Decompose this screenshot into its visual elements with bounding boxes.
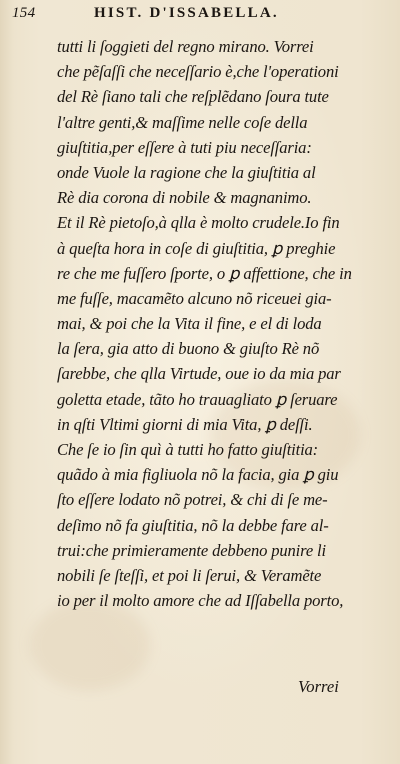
- page-header: [0, 0, 400, 30]
- page-number: 154: [12, 5, 36, 21]
- text-line: goletta etade, tãto ho trauagliato ꝑ ſeruare: [57, 389, 338, 409]
- text-line: ſarebbe, che qlla Virtude, oue io da mia par: [57, 364, 341, 384]
- text-line: quãdo à mia figliuola nõ la facia, gia ꝑ giu: [57, 465, 339, 485]
- text-line: onde Vuole la ragione che la giuſtitia al: [57, 162, 316, 182]
- text-line: ſto eſſere lodato nõ potrei, & chi di ſe me-: [57, 490, 328, 510]
- text-line: tutti li ſoggieti del regno mirano. Vorrei: [57, 37, 314, 56]
- text-line: Rè dia corona di nobile & magnanimo.: [57, 188, 312, 208]
- text-line: me fuſſe, macamẽto alcuno nõ riceuei gia-: [57, 288, 332, 308]
- text-line: trui:che primieramente debbeno punire li: [57, 540, 326, 560]
- running-head: HIST. D'ISSABELLA.: [94, 5, 279, 21]
- text-line: mai, & poi che la Vita il fine, e el di loda: [57, 314, 322, 334]
- text-line: che pẽſaſſi che neceſſario è,che l'operationi: [57, 62, 339, 82]
- text-line: la ſera, gia atto di buono & giuſto Rè nõ: [57, 339, 320, 359]
- text-line: giuſtitia,per eſſere à tuti piu neceſſaria:: [57, 137, 312, 157]
- text-line: à queſta hora in coſe di giuſtitia, ꝑ preghie: [57, 238, 336, 258]
- text-line: in qſti Vltimi giorni di mia Vita, ꝑ deſſi.: [57, 414, 313, 434]
- text-line: re che me fuſſero ſporte, o ꝑ affettione, che in: [57, 263, 352, 283]
- text-line: Che ſe io ſin quì à tutti ho fatto giuſtitia:: [57, 440, 319, 459]
- catchword: Vorrei: [298, 677, 339, 696]
- text-line: Et il Rè pietoſo,à qlla è molto crudele.Io fin: [57, 213, 340, 233]
- text-line: io per il molto amore che ad Iſſabella porto,: [57, 591, 344, 611]
- text-line: l'altre genti,& maſſime nelle coſe della: [57, 112, 308, 132]
- text-line: deſimo nõ fa giuſtitia, nõ la debbe fare al-: [57, 515, 329, 535]
- text-line: del Rè ſiano tali che reſplẽdano ſoura tute: [57, 87, 329, 107]
- paper-stain: [30, 600, 150, 690]
- body-text: [57, 34, 375, 613]
- text-line: nobili ſe ſteſſi, et poi li ſerui, & Veramẽte: [57, 565, 322, 585]
